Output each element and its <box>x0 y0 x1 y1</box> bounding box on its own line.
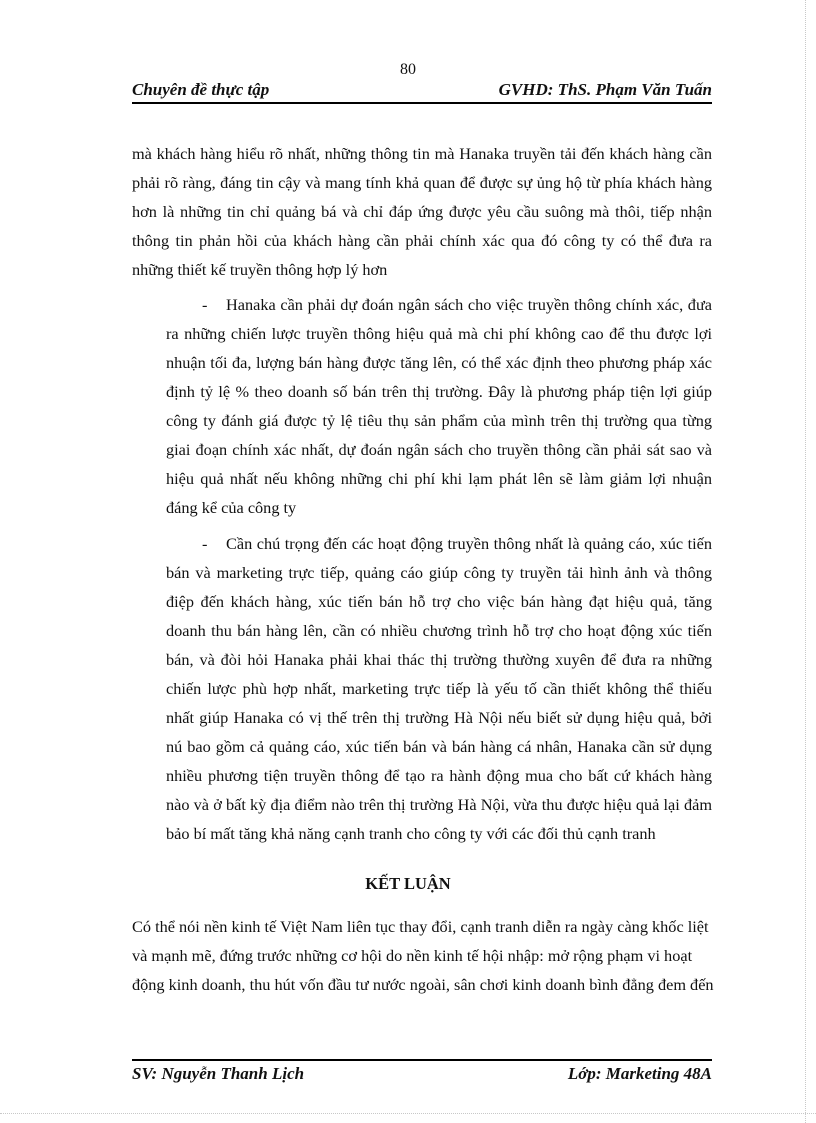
conclusion-heading: KẾT LUẬN <box>365 874 451 893</box>
bullet-paragraph-budget <box>166 290 712 522</box>
page-footer <box>132 1059 712 1085</box>
page-right-border <box>805 0 806 1123</box>
conclusion-paragraph: Có thể nói nền kinh tế Việt Nam liên tục thay đổi, cạnh tranh diễn ra ngày càng khốc liệt và mạnh mẽ, đứng trước những cơ hội do nền kinh tế hội nhập: mở rộng phạm vi hoạt động kinh doanh, thu hút vốn đầu tư nước ngoài, sân chơi kinh doanh bình đẳng đem đến <box>132 917 714 994</box>
bullet-text: Cần chú trọng đến các hoạt động truyền thông nhất là quảng cáo, xúc tiến bán và marketing trực tiếp, quảng cáo giúp công ty truyền tải hình ảnh và thông điệp đến khách hàng, xúc tiến bán hỗ trợ cho việc bán hàng đạt hiệu quả, tăng doanh thu bán hàng lên, cần có nhiều chương trình hỗ trợ cho hoạt động xúc tiến bán, và đòi hỏi Hanaka phải khai thác thị trường thường xuyên để đưa ra những chiến lược phù hợp nhất, marketing trực tiếp là yếu tố cần thiết không thể thiếu nhất giúp Hanaka có vị thế trên thị trường Hà Nội nếu biết sử dụng hiệu quả, bởi nú bao gồm cả quảng cáo, xúc tiến bán và bán hàng cá nhân, Hanaka cần sử dụng nhiều phương tiện truyền thông để tạo ra hành động mua cho bất cứ khách hàng nào và ở bất kỳ địa điểm nào trên thị trường Hà Nội, vừa thu được hiệu quả lại đảm bảo bí mất tăng khả năng cạnh tranh cho công ty với các đối thủ cạnh tranh <box>166 534 712 843</box>
header-supervisor: GVHD: ThS. Phạm Văn Tuấn <box>498 80 712 99</box>
bullet-paragraph-communication <box>166 529 712 848</box>
page-number: 80 <box>400 61 416 78</box>
page-bottom-border <box>0 1113 816 1114</box>
page-header <box>132 80 712 104</box>
footer-class: Lớp: Marketing 48A <box>567 1064 712 1083</box>
header-document-title: Chuyên đề thực tập <box>132 80 270 99</box>
bullet-dash: - <box>202 295 208 314</box>
footer-student-name: SV: Nguyễn Thanh Lịch <box>132 1064 305 1083</box>
bullet-text: Hanaka cần phải dự đoán ngân sách cho việc truyền thông chính xác, đưa ra những chiến lược truyền thông hiệu quả mà chi phí không cao để thu được lợi nhuận tối đa, lượng bán hàng được tăng lên, có thể xác định theo phương pháp xác định tỷ lệ % theo doanh số bán trên thị trường. Đây là phương pháp tiện lợi giúp công ty đánh giá được tỷ lệ tiêu thụ sản phẩm của mình trên thị trường qua từng giai đoạn chính xác nhất, dự đoán ngân sách cho truyền thông cần phải sát sao và hiệu quả nhất nếu không những chi phí khi lạm phát lên sẽ làm giảm lợi nhuận đáng kể của công ty <box>166 295 712 517</box>
intro-paragraph: mà khách hàng hiểu rõ nhất, những thông tin mà Hanaka truyền tải đến khách hàng cần phải rõ ràng, đáng tin cậy và mang tính khả quan để được sự ủng hộ từ phía khách hàng hơn là những tin chỉ quảng bá và chỉ đáp ứng được yêu cầu suông mà thôi, tiếp nhận thông tin phản hồi của khách hàng cần phải chính xác qua đó công ty có thể đưa ra những thiết kế truyền thông hợp lý hơn <box>132 144 712 279</box>
bullet-dash: - <box>202 534 208 553</box>
